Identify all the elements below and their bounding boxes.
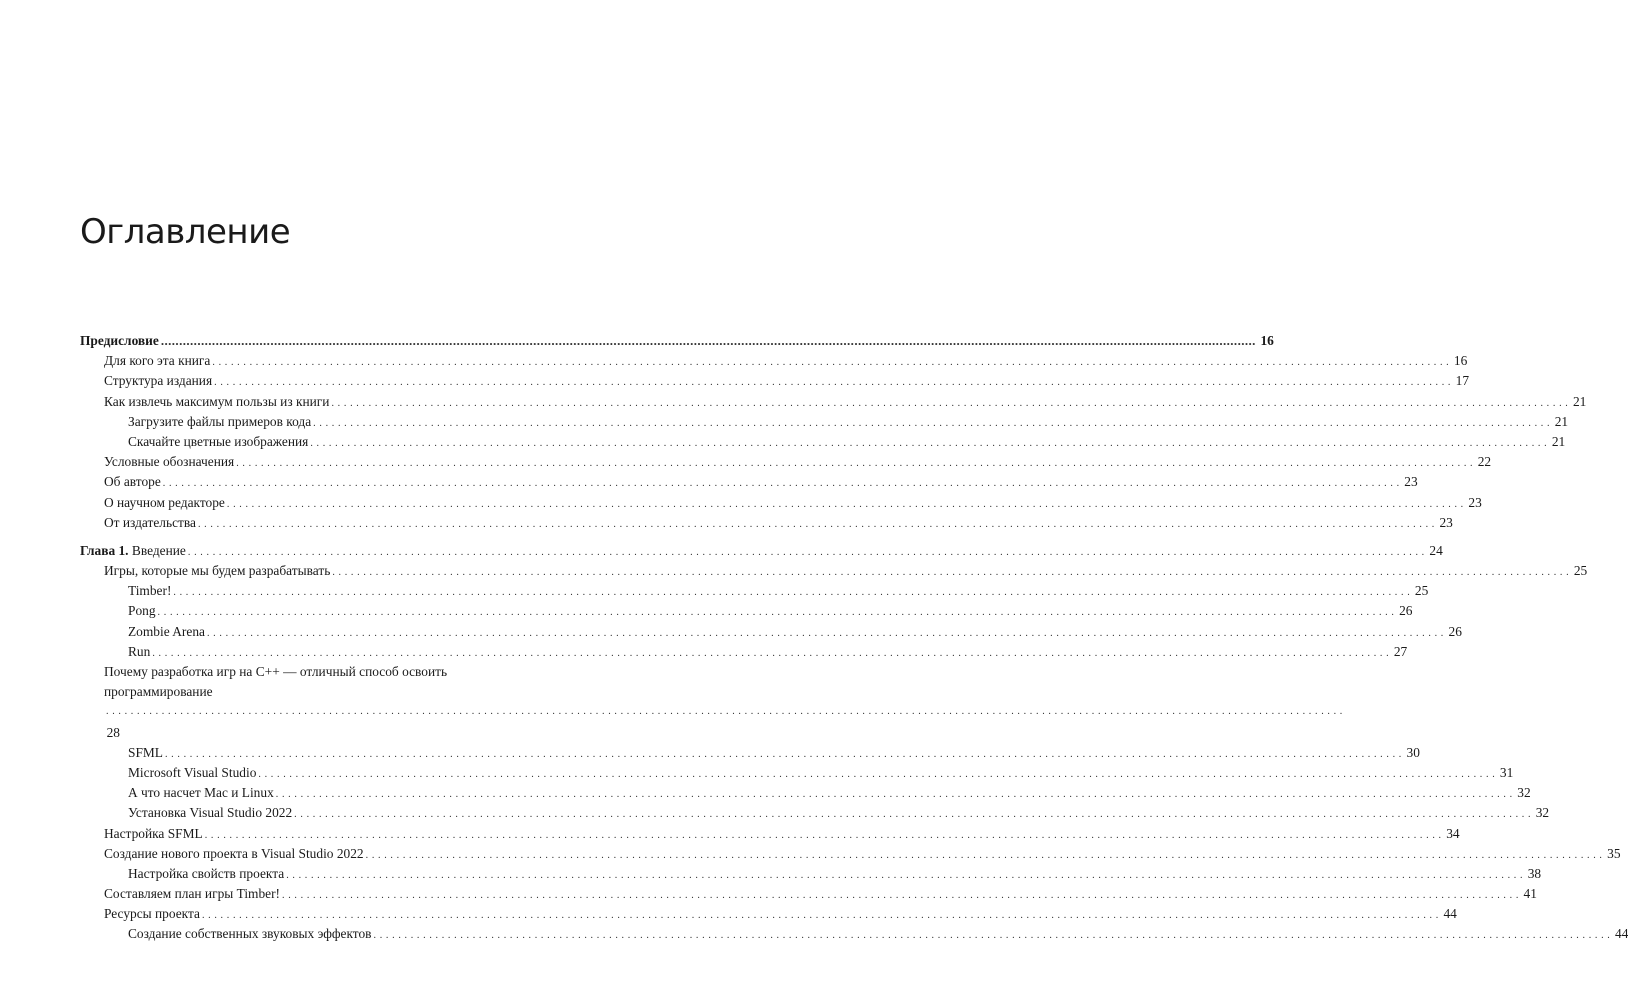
toc-entry-page: 16 xyxy=(1453,353,1468,369)
dot-leader: . . . . . . . . . . . . . . . . . . . . . . . . . . . . . . . . . . . . . . . . . . . . . . . . . . . . . . . . . . . . . . . . . . . . . . . . . . . . . . . . . . . . . . . . . . . . . . . . . . . . . . . . . . . . . . . . . . . . . . . . . . . . . . . . . . . . . . . . . . . . . . . . . . . . . . . . . . . . . . . . . . . . . . . . . . . . . . . . . . . . . . . . . . . . . . . . . . . . . . . . xyxy=(282,890,1519,902)
toc-entry-title-line1: Почему разработка игр на C++ — отличный способ освоить xyxy=(104,664,448,679)
toc-entry-page: 38 xyxy=(1527,865,1542,881)
toc-entry-title: Timber! xyxy=(128,583,172,599)
toc-entry-title: Для кого эта книга xyxy=(104,353,211,369)
toc-entry-title: Установка Visual Studio 2022 xyxy=(128,805,293,821)
toc-entry[interactable] xyxy=(80,412,1569,432)
toc-entry-title: Предисловие xyxy=(80,333,159,348)
dot-leader: . . . . . . . . . . . . . . . . . . . . . . . . . . . . . . . . . . . . . . . . . . . . . . . . . . . . . . . . . . . . . . . . . . . . . . . . . . . . . . . . . . . . . . . . . . . . . . . . . . . . . . . . . . . . . . . . . . . . . . . . . . . . . . . . . . . . . . . . . . . . . . . . . . . . . . . . . . . . . . . . . . . . . . . . . . . . . . . . . . . . . . . . . . . . . . . . . . . . . . . . xyxy=(236,458,1474,470)
toc-entry-title: О научном редакторе xyxy=(104,494,225,510)
toc-entry[interactable] xyxy=(80,622,1462,642)
toc-entry-page: 30 xyxy=(1406,744,1420,760)
dot-leader: . . . . . . . . . . . . . . . . . . . . . . . . . . . . . . . . . . . . . . . . . . . . . . . . . . . . . . . . . . . . . . . . . . . . . . . . . . . . . . . . . . . . . . . . . . . . . . . . . . . . . . . . . . . . . . . . . . . . . . . . . . . . . . . . . . . . . . . . . . . . . . . . . . . . . . . . . . . . . . . . . . . . . . . . . . . . . . . . . . . . . . . . . . . . . . . . . . . . . . . . xyxy=(162,478,1400,490)
toc-entry-page: 26 xyxy=(1448,623,1462,639)
toc-entry[interactable] xyxy=(80,743,1420,763)
toc-entry-title: Условные обозначения xyxy=(104,454,235,470)
dot-leader: . . . . . . . . . . . . . . . . . . . . . . . . . . . . . . . . . . . . . . . . . . . . . . . . . . . . . . . . . . . . . . . . . . . . . . . . . . . . . . . . . . . . . . . . . . . . . . . . . . . . . . . . . . . . . . . . . . . . . . . . . . . . . . . . . . . . . . . . . . . . . . . . . . . . . . . . . . . . . . . . . . . . . . . . . . . . . . . . . . . . . . . . . . . . . . . . . . . . . . . . xyxy=(106,706,1343,718)
toc-entry[interactable] xyxy=(80,642,1408,662)
toc-entry-title: Об авторе xyxy=(104,474,161,490)
dot-leader: . . . . . . . . . . . . . . . . . . . . . . . . . . . . . . . . . . . . . . . . . . . . . . . . . . . . . . . . . . . . . . . . . . . . . . . . . . . . . . . . . . . . . . . . . . . . . . . . . . . . . . . . . . . . . . . . . . . . . . . . . . . . . . . . . . . . . . . . . . . . . . . . . . . . . . . . . . . . . . . . . . . . . . . . . . . . . . . . . . . . . . . . . . . . . . . . . . . . . . . . xyxy=(187,546,1425,558)
toc-entry-page: 27 xyxy=(1393,643,1408,659)
toc-entry[interactable] xyxy=(80,581,1429,601)
toc-entry[interactable] xyxy=(80,472,1418,492)
toc-entry[interactable] xyxy=(80,351,1468,371)
dot-leader: . . . . . . . . . . . . . . . . . . . . . . . . . . . . . . . . . . . . . . . . . . . . . . . . . . . . . . . . . . . . . . . . . . . . . . . . . . . . . . . . . . . . . . . . . . . . . . . . . . . . . . . . . . . . . . . . . . . . . . . . . . . . . . . . . . . . . . . . . . . . . . . . . . . . . . . . . . . . . . . . . . . . . . . . . . . . . . . . . . . . . . . . . . . . . . . . . . . . . . . . xyxy=(204,829,1442,841)
chapter-prefix: Глава 1. xyxy=(80,542,129,558)
toc-entry[interactable] xyxy=(80,924,1628,944)
toc-entry-page: 23 xyxy=(1468,494,1482,510)
dot-leader: . . . . . . . . . . . . . . . . . . . . . . . . . . . . . . . . . . . . . . . . . . . . . . . . . . . . . . . . . . . . . . . . . . . . . . . . . . . . . . . . . . . . . . . . . . . . . . . . . . . . . . . . . . . . . . . . . . . . . . . . . . . . . . . . . . . . . . . . . . . . . . . . . . . . . . . . . . . . . . . . . . . . . . . . . . . . . . . . . . . . . . . . . . . . . . . . . . . . . . . . xyxy=(197,518,1435,530)
toc-entry-title: Структура издания xyxy=(104,373,213,389)
toc-entry-page: 44 xyxy=(1443,906,1457,922)
toc-entry-title: Pong xyxy=(128,603,156,619)
toc-entry-title: Составляем план игры Timber! xyxy=(104,886,281,902)
dot-leader: . . . . . . . . . . . . . . . . . . . . . . . . . . . . . . . . . . . . . . . . . . . . . . . . . . . . . . . . . . . . . . . . . . . . . . . . . . . . . . . . . . . . . . . . . . . . . . . . . . . . . . . . . . . . . . . . . . . . . . . . . . . . . . . . . . . . . . . . . . . . . . . . . . . . . . . . . . . . . . . . . . . . . . . . . . . . . . . . . . . . . . . . . . . . . . . . . . . . . . . . xyxy=(201,910,1439,922)
toc-entry[interactable] xyxy=(80,432,1566,452)
toc-entry-title: Zombie Arena xyxy=(128,623,205,639)
toc-entry-title: Создание собственных звуковых эффектов xyxy=(128,926,372,942)
dot-leader: . . . . . . . . . . . . . . . . . . . . . . . . . . . . . . . . . . . . . . . . . . . . . . . . . . . . . . . . . . . . . . . . . . . . . . . . . . . . . . . . . . . . . . . . . . . . . . . . . . . . . . . . . . . . . . . . . . . . . . . . . . . . . . . . . . . . . . . . . . . . . . . . . . . . . . . . . . . . . . . . . . . . . . . . . . . . . . . . . . . . . . . . . . . . . . . . . . . . . . . . xyxy=(173,587,1411,599)
toc-entry[interactable] xyxy=(80,493,1482,513)
toc-entry-page: 28 xyxy=(106,724,120,740)
toc-entry[interactable] xyxy=(80,864,1542,884)
toc-entry-page: 25 xyxy=(1414,583,1429,599)
dot-leader: . . . . . . . . . . . . . . . . . . . . . . . . . . . . . . . . . . . . . . . . . . . . . . . . . . . . . . . . . . . . . . . . . . . . . . . . . . . . . . . . . . . . . . . . . . . . . . . . . . . . . . . . . . . . . . . . . . . . . . . . . . . . . . . . . . . . . . . . . . . . . . . . . . . . . . . . . . . . . . . . . . . . . . . . . . . . . . . . . . . . . . . . . . . . . . . . . . . . . . . . xyxy=(313,417,1551,429)
dot-leader: . . . . . . . . . . . . . . . . . . . . . . . . . . . . . . . . . . . . . . . . . . . . . . . . . . . . . . . . . . . . . . . . . . . . . . . . . . . . . . . . . . . . . . . . . . . . . . . . . . . . . . . . . . . . . . . . . . . . . . . . . . . . . . . . . . . . . . . . . . . . . . . . . . . . . . . . . . . . . . . . . . . . . . . . . . . . . . . . . . . . . . . . . . . . . . . . . . . . . . . . xyxy=(214,377,1452,389)
toc-section xyxy=(80,541,1628,945)
dot-leader: . . . . . . . . . . . . . . . . . . . . . . . . . . . . . . . . . . . . . . . . . . . . . . . . . . . . . . . . . . . . . . . . . . . . . . . . . . . . . . . . . . . . . . . . . . . . . . . . . . . . . . . . . . . . . . . . . . . . . . . . . . . . . . . . . . . . . . . . . . . . . . . . . . . . . . . . . . . . . . . . . . . . . . . . . . . . . . . . . . . . . . . . . . . . . . . . . . . . . . . . xyxy=(226,498,1464,510)
toc-entry-page: 21 xyxy=(1572,393,1587,409)
toc-entry[interactable] xyxy=(80,601,1413,621)
toc-entry-page: 44 xyxy=(1615,926,1628,942)
dot-leader: . . . . . . . . . . . . . . . . . . . . . . . . . . . . . . . . . . . . . . . . . . . . . . . . . . . . . . . . . . . . . . . . . . . . . . . . . . . . . . . . . . . . . . . . . . . . . . . . . . . . . . . . . . . . . . . . . . . . . . . . . . . . . . . . . . . . . . . . . . . . . . . . . . . . . . . . . . . . . . . . . . . . . . . . . . . . . . . . . . . . . . . . . . . . . . . . . . . . . . . . xyxy=(258,768,1496,780)
toc-entry-page: 21 xyxy=(1554,413,1569,429)
toc-entry[interactable] xyxy=(80,824,1460,844)
toc-entry-title: SFML xyxy=(128,744,163,760)
dot-leader: . . . . . . . . . . . . . . . . . . . . . . . . . . . . . . . . . . . . . . . . . . . . . . . . . . . . . . . . . . . . . . . . . . . . . . . . . . . . . . . . . . . . . . . . . . . . . . . . . . . . . . . . . . . . . . . . . . . . . . . . . . . . . . . . . . . . . . . . . . . . . . . . . . . . . . . . . . . . . . . . . . . . . . . . . . . . . . . . . . . . . . . . . . . . . . . . . . . . . . . . xyxy=(286,869,1524,881)
toc-entry-page: 31 xyxy=(1499,764,1514,780)
dot-leader: . . . . . . . . . . . . . . . . . . . . . . . . . . . . . . . . . . . . . . . . . . . . . . . . . . . . . . . . . . . . . . . . . . . . . . . . . . . . . . . . . . . . . . . . . . . . . . . . . . . . . . . . . . . . . . . . . . . . . . . . . . . . . . . . . . . . . . . . . . . . . . . . . . . . . . . . . . . . . . . . . . . . . . . . . . . . . . . . . . . . . . . . . . . . . . . . . . . . . . . . xyxy=(332,567,1570,579)
toc-entry[interactable] xyxy=(80,783,1531,803)
toc-entry-page: 23 xyxy=(1439,514,1453,530)
toc-entry-page: 34 xyxy=(1446,825,1460,841)
chapter-title: Введение xyxy=(131,542,186,558)
toc-entry[interactable] xyxy=(80,513,1453,533)
toc-entry-page: 25 xyxy=(1573,563,1588,579)
dot-leader: . . . . . . . . . . . . . . . . . . . . . . . . . . . . . . . . . . . . . . . . . . . . . . . . . . . . . . . . . . . . . . . . . . . . . . . . . . . . . . . . . . . . . . . . . . . . . . . . . . . . . . . . . . . . . . . . . . . . . . . . . . . . . . . . . . . . . . . . . . . . . . . . . . . . . . . . . . . . . . . . . . . . . . . . . . . . . . . . . . . . . . . . . . . . . . . . . . . . . . . . xyxy=(294,809,1532,821)
toc-entry[interactable] xyxy=(80,763,1514,783)
toc-entry-title: Настройка SFML xyxy=(104,825,203,841)
dot-leader: . . . . . . . . . . . . . . . . . . . . . . . . . . . . . . . . . . . . . . . . . . . . . . . . . . . . . . . . . . . . . . . . . . . . . . . . . . . . . . . . . . . . . . . . . . . . . . . . . . . . . . . . . . . . . . . . . . . . . . . . . . . . . . . . . . . . . . . . . . . . . . . . . . . . . . . . . . . . . . . . . . . . . . . . . . . . . . . . . . . . . . . . . . . . . . . . . . . . . . . . xyxy=(164,748,1402,760)
table-of-contents xyxy=(80,331,1628,945)
page-title: Оглавление xyxy=(80,212,291,252)
dot-leader: . . . . . . . . . . . . . . . . . . . . . . . . . . . . . . . . . . . . . . . . . . . . . . . . . . . . . . . . . . . . . . . . . . . . . . . . . . . . . . . . . . . . . . . . . . . . . . . . . . . . . . . . . . . . . . . . . . . . . . . . . . . . . . . . . . . . . . . . . . . . . . . . . . . . . . . . . . . . . . . . . . . . . . . . . . . . . . . . . . . . . . . . . . . . . . . . . . . . . . . . xyxy=(157,607,1395,619)
toc-entry[interactable] xyxy=(80,331,1274,351)
toc-entry-title: Run xyxy=(128,643,151,659)
toc-entry-page: 17 xyxy=(1455,373,1470,389)
toc-entry-title: Microsoft Visual Studio xyxy=(128,764,257,780)
dot-leader: . . . . . . . . . . . . . . . . . . . . . . . . . . . . . . . . . . . . . . . . . . . . . . . . . . . . . . . . . . . . . . . . . . . . . . . . . . . . . . . . . . . . . . . . . . . . . . . . . . . . . . . . . . . . . . . . . . . . . . . . . . . . . . . . . . . . . . . . . . . . . . . . . . . . . . . . . . . . . . . . . . . . . . . . . . . . . . . . . . . . . . . . . . . . . . . . . . . . . . . . xyxy=(212,357,1450,369)
dot-leader: . . . . . . . . . . . . . . . . . . . . . . . . . . . . . . . . . . . . . . . . . . . . . . . . . . . . . . . . . . . . . . . . . . . . . . . . . . . . . . . . . . . . . . . . . . . . . . . . . . . . . . . . . . . . . . . . . . . . . . . . . . . . . . . . . . . . . . . . . . . . . . . . . . . . . . . . . . . . . . . . . . . . . . . . . . . . . . . . . . . . . . . . . . . . . . . . . . . . . . . . xyxy=(275,789,1513,801)
toc-entry-page: 22 xyxy=(1477,454,1492,470)
toc-entry[interactable] xyxy=(80,371,1470,391)
toc-entry[interactable] xyxy=(80,541,1443,561)
toc-entry-title: Игры, которые мы будем разрабатывать xyxy=(104,563,331,579)
toc-entry[interactable] xyxy=(80,884,1537,904)
toc-entry-title: Настройка свойств проекта xyxy=(128,865,285,881)
toc-entry-title xyxy=(80,541,186,561)
toc-entry-title: А что насчет Mac и Linux xyxy=(128,785,274,801)
toc-entry[interactable] xyxy=(80,561,1588,581)
toc-entry-page: 26 xyxy=(1399,603,1413,619)
dot-leader: . . . . . . . . . . . . . . . . . . . . . . . . . . . . . . . . . . . . . . . . . . . . . . . . . . . . . . . . . . . . . . . . . . . . . . . . . . . . . . . . . . . . . . . . . . . . . . . . . . . . . . . . . . . . . . . . . . . . . . . . . . . . . . . . . . . . . . . . . . . . . . . . . . . . . . . . . . . . . . . . . . . . . . . . . . . . . . . . . . . . . . . . . . . . . . . . . . . . . . . . xyxy=(152,647,1390,659)
toc-entry[interactable] xyxy=(80,844,1621,864)
toc-entry-title: Загрузите файлы примеров кода xyxy=(128,413,312,429)
toc-entry[interactable] xyxy=(80,904,1457,924)
dot-leader: . . . . . . . . . . . . . . . . . . . . . . . . . . . . . . . . . . . . . . . . . . . . . . . . . . . . . . . . . . . . . . . . . . . . . . . . . . . . . . . . . . . . . . . . . . . . . . . . . . . . . . . . . . . . . . . . . . . . . . . . . . . . . . . . . . . . . . . . . . . . . . . . . . . . . . . . . . . . . . . . . . . . . . . . . . . . . . . . . . . . . . . . . . . . . . . . . . . . . . . . xyxy=(310,437,1548,449)
toc-entry-title: От издательства xyxy=(104,514,196,530)
toc-section xyxy=(80,331,1587,533)
dot-leader: . . . . . . . . . . . . . . . . . . . . . . . . . . . . . . . . . . . . . . . . . . . . . . . . . . . . . . . . . . . . . . . . . . . . . . . . . . . . . . . . . . . . . . . . . . . . . . . . . . . . . . . . . . . . . . . . . . . . . . . . . . . . . . . . . . . . . . . . . . . . . . . . . . . . . . . . . . . . . . . . . . . . . . . . . . . . . . . . . . . . . . . . . . . . . . . . . . . . . . . . xyxy=(331,397,1569,409)
toc-entry-title: Скачайте цветные изображения xyxy=(128,433,309,449)
dot-leader: ............................................................................................................................................................................................................................................................................................................ xyxy=(160,333,1256,348)
toc-entry-page: 21 xyxy=(1551,433,1566,449)
toc-entry[interactable] xyxy=(80,452,1492,472)
toc-entry[interactable] xyxy=(80,662,1343,743)
toc-entry-page: 32 xyxy=(1517,785,1531,801)
toc-entry-title: Ресурсы проекта xyxy=(104,906,200,922)
toc-entry-page: 23 xyxy=(1404,474,1418,490)
toc-entry-page: 35 xyxy=(1607,845,1621,861)
toc-entry[interactable] xyxy=(80,392,1587,412)
dot-leader: . . . . . . . . . . . . . . . . . . . . . . . . . . . . . . . . . . . . . . . . . . . . . . . . . . . . . . . . . . . . . . . . . . . . . . . . . . . . . . . . . . . . . . . . . . . . . . . . . . . . . . . . . . . . . . . . . . . . . . . . . . . . . . . . . . . . . . . . . . . . . . . . . . . . . . . . . . . . . . . . . . . . . . . . . . . . . . . . . . . . . . . . . . . . . . . . . . . . . . . . xyxy=(373,930,1611,942)
toc-entry-title: программирование xyxy=(104,684,213,700)
toc-entry-page: 16 xyxy=(1260,333,1274,348)
toc-entry-page: 41 xyxy=(1523,886,1537,902)
toc-entry-title: Как извлечь максимум пользы из книги xyxy=(104,393,330,409)
toc-entry-page: 24 xyxy=(1429,542,1443,558)
toc-entry-page: 32 xyxy=(1535,805,1550,821)
toc-entry-title: Создание нового проекта в Visual Studio 2022 xyxy=(104,845,364,861)
dot-leader: . . . . . . . . . . . . . . . . . . . . . . . . . . . . . . . . . . . . . . . . . . . . . . . . . . . . . . . . . . . . . . . . . . . . . . . . . . . . . . . . . . . . . . . . . . . . . . . . . . . . . . . . . . . . . . . . . . . . . . . . . . . . . . . . . . . . . . . . . . . . . . . . . . . . . . . . . . . . . . . . . . . . . . . . . . . . . . . . . . . . . . . . . . . . . . . . . . . . . . . . xyxy=(206,627,1444,639)
toc-entry[interactable] xyxy=(80,803,1550,823)
dot-leader: . . . . . . . . . . . . . . . . . . . . . . . . . . . . . . . . . . . . . . . . . . . . . . . . . . . . . . . . . . . . . . . . . . . . . . . . . . . . . . . . . . . . . . . . . . . . . . . . . . . . . . . . . . . . . . . . . . . . . . . . . . . . . . . . . . . . . . . . . . . . . . . . . . . . . . . . . . . . . . . . . . . . . . . . . . . . . . . . . . . . . . . . . . . . . . . . . . . . . . . . xyxy=(365,849,1603,861)
